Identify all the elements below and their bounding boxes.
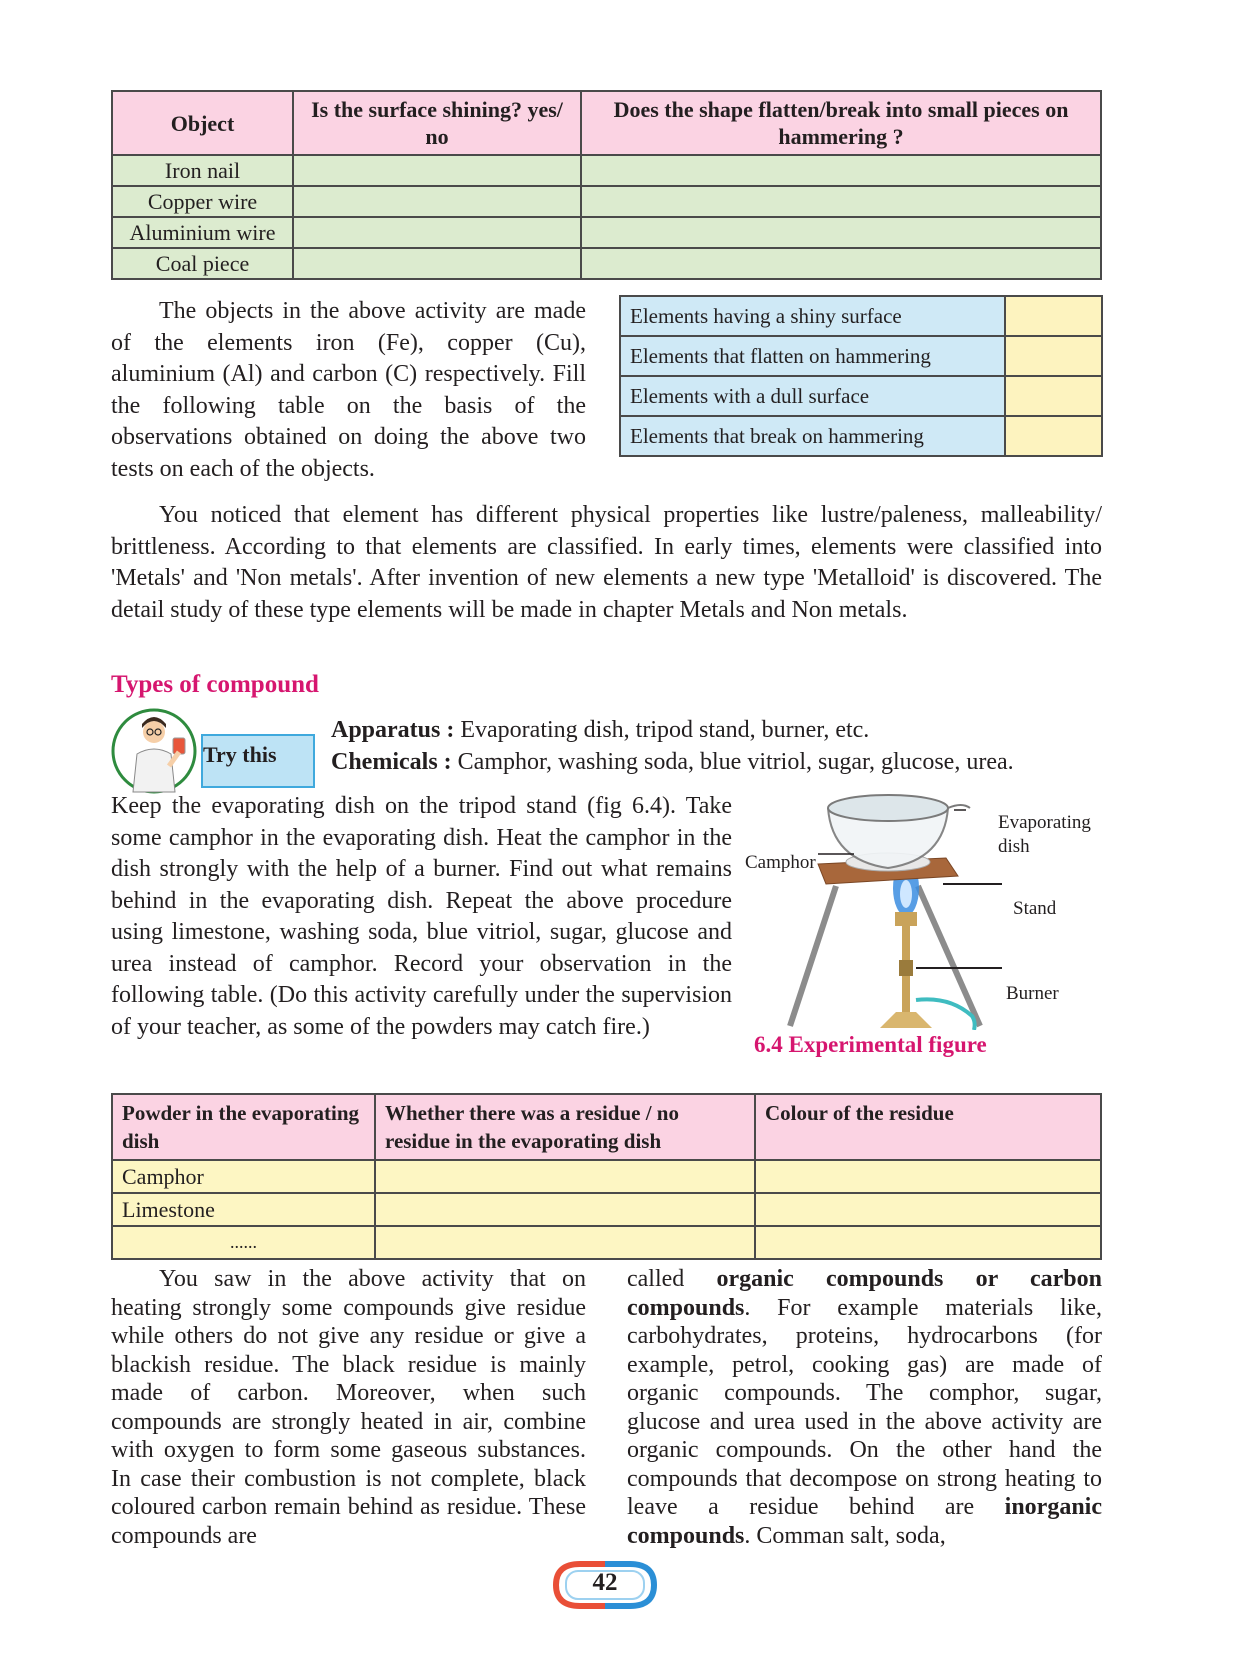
inorganic-compounds-term: inorganic compounds: [627, 1494, 1102, 1549]
table-row: [112, 248, 1101, 279]
scientist-icon: [111, 708, 211, 794]
burner-label: Burner: [1006, 983, 1059, 1004]
procedure-paragraph: Keep the evaporating dish on the tripod stand (fig 6.4). Take some camphor in the evaporating dish. Heat the camphor in the dish strongly with the help of a burner. Find out what remains behind in the evaporating dish. Repeat the above procedure using limestone, washing soda, blue vitriol, sugar, glucose and urea instead of camphor. Record your observation in the following table. (Do this activity carefully under the supervision of your teacher, as some of the powders may catch fire.): [111, 793, 732, 1040]
table-row: [112, 186, 1101, 217]
powder-cell: Camphor: [112, 1160, 375, 1193]
table-row: [620, 376, 1102, 416]
empty-cell: [755, 1160, 1101, 1193]
classification-label: Elements with a dull surface: [620, 376, 1005, 416]
classification-paragraph: You noticed that element has different physical properties like lustre/paleness, malleability/ brittleness. According to that elements are classified. In early times, elements were classified into 'Metals' and 'Non metals'. After invention of new elements a new type 'Metalloid' is discovered. The detail study of these type elements will be made in chapter Metals and Non metals.: [111, 502, 1102, 623]
table-header: Does the shape flatten/break into small pieces on hammering ?: [581, 91, 1101, 155]
table-row: [112, 217, 1101, 248]
evaporating-dish-label: Evaporating dish: [998, 812, 1091, 857]
text-run: called: [627, 1266, 717, 1292]
table-header: Object: [112, 91, 293, 155]
table-row: [620, 416, 1102, 456]
table-header-row: [112, 91, 1101, 155]
experiment-figure: [740, 790, 1110, 1060]
stand-label: Stand: [1013, 898, 1057, 919]
powder-cell: ......: [112, 1226, 375, 1259]
table-header: Colour of the residue: [755, 1094, 1101, 1160]
observation-table: [111, 90, 1102, 280]
left-column-paragraph: You saw in the above activity that on heating strongly some compounds give residue while others do not give any residue or give a blackish residue. The black residue is mainly made of carbon. Moreover, when such compounds are strongly heated in air, combine with oxygen to form some gaseous substances. In case their combustion is not complete, black coloured carbon remain behind as residue. These compounds are: [111, 1266, 586, 1549]
apparatus-label: Apparatus :: [331, 717, 455, 743]
empty-cell: [375, 1160, 755, 1193]
powder-cell: Limestone: [112, 1193, 375, 1226]
residue-table: [111, 1093, 1102, 1260]
section-heading: Types of compound: [111, 671, 319, 698]
apparatus-line: [331, 714, 869, 746]
page-number-badge: [550, 1560, 660, 1610]
empty-cell: [581, 248, 1101, 279]
table-row: [112, 1193, 1101, 1226]
figure-caption: 6.4 Experimental figure: [754, 1032, 987, 1057]
camphor-label: Camphor: [745, 852, 816, 873]
empty-cell: [1005, 296, 1102, 336]
empty-cell: [1005, 416, 1102, 456]
text-run: . For example materials like, carbohydrates, proteins, hydrocarbons (for example, petrol, cooking gas) are made of organic compounds. The comphor, sugar, glucose and urea used in the above activity are organic compounds. On the other hand the compounds that decompose on strong heating to leave a residue behind are: [627, 1294, 1102, 1520]
apparatus-text: Evaporating dish, tripod stand, burner, etc.: [454, 717, 870, 743]
element-classification-table: [619, 295, 1103, 457]
empty-cell: [293, 217, 581, 248]
table-row: [620, 296, 1102, 336]
classification-label: Elements having a shiny surface: [620, 296, 1005, 336]
table-header-row: [112, 1094, 1101, 1160]
chemicals-line: [331, 746, 1014, 778]
try-this-label: Try this: [203, 742, 277, 767]
intro-paragraph: The objects in the above activity are made of the elements iron (Fe), copper (Cu), aluminium (Al) and carbon (C) respectively. Fill the following table on the basis of the observations obtained on doing the above two tests on each of the objects.: [111, 298, 586, 482]
table-row: [112, 1226, 1101, 1259]
object-cell: Iron nail: [112, 155, 293, 186]
table-header: Is the surface shining? yes/ no: [293, 91, 581, 155]
try-this-badge: [111, 708, 321, 794]
empty-cell: [293, 186, 581, 217]
table-row: [620, 336, 1102, 376]
table-row: [112, 1160, 1101, 1193]
classification-label: Elements that break on hammering: [620, 416, 1005, 456]
table-header: Powder in the evaporating dish: [112, 1094, 375, 1160]
empty-cell: [1005, 336, 1102, 376]
empty-cell: [375, 1226, 755, 1259]
table-header: Whether there was a residue / no residue in the evaporating dish: [375, 1094, 755, 1160]
organic-compounds-term: organic compounds or carbon compounds: [627, 1266, 1102, 1321]
object-cell: Coal piece: [112, 248, 293, 279]
empty-cell: [755, 1193, 1101, 1226]
page-number: 42: [592, 1569, 618, 1596]
text-run: . Comman salt, soda,: [744, 1522, 946, 1549]
chemicals-text: Camphor, washing soda, blue vitriol, sugar, glucose, urea.: [451, 749, 1014, 775]
chemicals-label: Chemicals :: [331, 749, 452, 775]
object-cell: Aluminium wire: [112, 217, 293, 248]
empty-cell: [581, 217, 1101, 248]
empty-cell: [581, 186, 1101, 217]
empty-cell: [293, 248, 581, 279]
classification-label: Elements that flatten on hammering: [620, 336, 1005, 376]
empty-cell: [1005, 376, 1102, 416]
object-cell: Copper wire: [112, 186, 293, 217]
table-row: [112, 155, 1101, 186]
empty-cell: [375, 1193, 755, 1226]
empty-cell: [581, 155, 1101, 186]
empty-cell: [755, 1226, 1101, 1259]
empty-cell: [293, 155, 581, 186]
right-column-paragraph: [627, 1265, 1102, 1550]
